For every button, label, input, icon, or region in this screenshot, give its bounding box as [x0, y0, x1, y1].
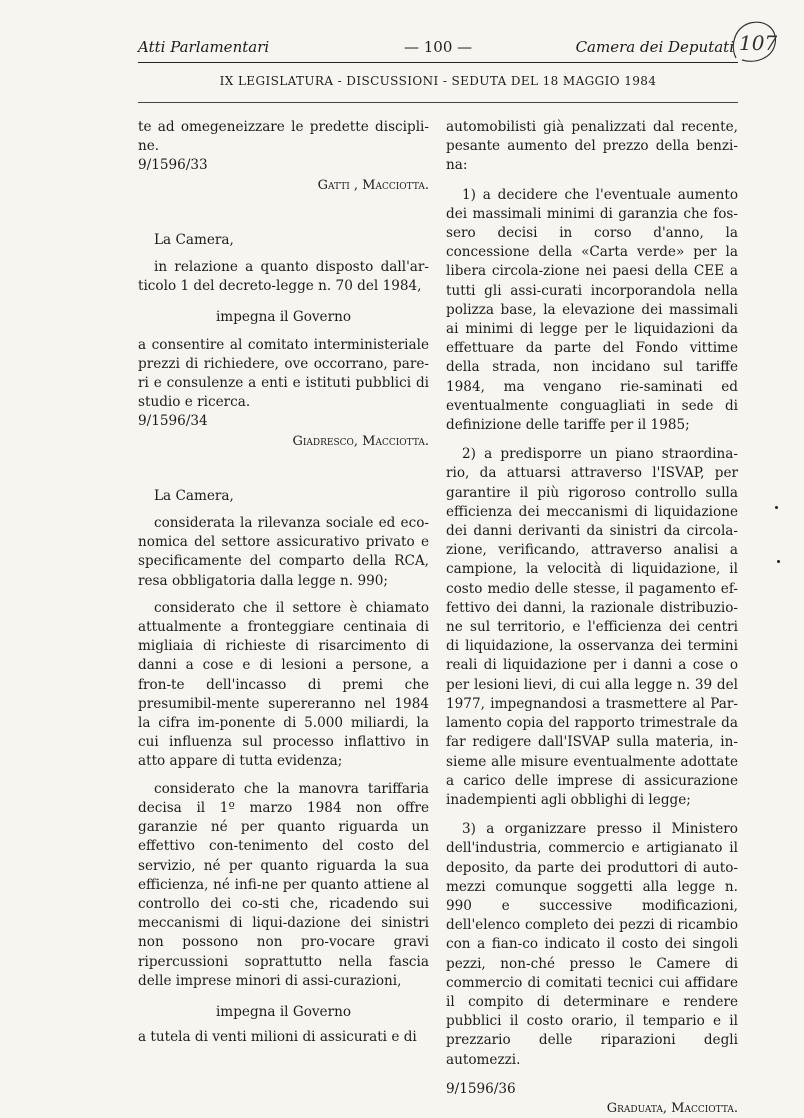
header-chamber: Camera dei Deputati	[575, 38, 734, 56]
subheading-rule	[138, 102, 738, 103]
impegna-heading: impegna il Governo	[215, 309, 352, 326]
list-item: 1) a decidere che l'eventuale aumento dei massimali minimi di garanzia che fos-sero decisi in corso d'anno, la concessione della «Carta verde» per la libera circola-zione nei paesi della CEE a tutti gli assi-curati incorporandola nella polizza base, la elevazione dei massimali ai minimi di legge per le liquidazioni da effettuare da parte del Fondo vittime della strada, non incidano sul tariffe 1984, ma vengano rie-saminati ed eventualmente conguagliati in sede di definizione delle tariffe per il 1985;	[446, 186, 738, 434]
paragraph: considerato che la manovra tariffaria decisa il 1º marzo 1984 non offre garanzie né per quanto riguarda un effettivo con-tenimento del costo del servizio, né per quanto riguarda la sua efficienza, né infi-ne per quanto attiene al controllo dei co-sti che, ricadendo sui meccanismi di liqui-dazione dei sinistri non possono non pro-vocare gravi ripercussioni soprattutto nella fascia delle imprese minori di assi-curazioni,	[138, 780, 429, 989]
signatories: Graduata, Macciotta.	[606, 1100, 738, 1116]
page-header	[138, 34, 738, 56]
header-publication: Atti Parlamentari	[138, 38, 270, 56]
handwritten-page-number	[728, 18, 780, 66]
impegna-heading: impegna il Governo	[215, 1003, 352, 1020]
signatories: Gatti , Macciotta.	[317, 177, 429, 193]
list-item: 3) a organizzare presso il Ministero dell'industria, commercio e artigianato il deposito, da parte dei produttori di auto-mezzi comunque soggetti alla legge n. 990 e successive modificazioni, dell'elenco completo dei pezzi di ricambio con a fian-co indicato il costo dei singoli pezzi, non-ché presso le Camere di commercio di comitati tecnici cui affidare il compito di determinare e rendere pubblici il costo orario, il tempario e il prezzario delle riparazioni degli automezzi.	[446, 821, 738, 1068]
paragraph: automobilisti già penalizzati dal recente, pesante aumento del prezzo della benzi-na:	[446, 119, 738, 174]
paragraph: considerato che il settore è chiamato attualmente a fronteggiare centinaia di migliaia di richieste di risarcimento di danni a cose e di lesioni a persone, a fron-te dell'incasso di premi che presumibil-mente supereranno nel 1984 la cifra im-ponente di 5.000 miliardi, la cui influenza sul processo inflattivo in atto appare di tutta evidenza;	[138, 599, 429, 770]
margin-mark	[777, 560, 780, 563]
motion-number: 9/1596/34	[138, 413, 208, 430]
paragraph: a tutela di venti milioni di assicurati e di	[138, 1029, 417, 1046]
signatories: Giadresco, Macciotta.	[292, 433, 429, 449]
handwritten-number-text: 107	[739, 31, 778, 55]
paragraph: in relazione a quanto disposto dall'ar-ticolo 1 del decreto-legge n. 70 del 1984,	[138, 259, 429, 295]
header-rule	[138, 62, 738, 63]
motion-number: 9/1596/36	[446, 1080, 516, 1097]
paragraph: considerata la rilevanza sociale ed eco-nomica del settore assicurativo privato e specificamente del comparto della RCA, resa obbligatoria dalla legge n. 990;	[138, 515, 429, 589]
margin-mark	[775, 506, 778, 509]
session-subheading: IX LEGISLATURA - DISCUSSIONI - SEDUTA DEL 18 MAGGIO 1984	[219, 74, 657, 88]
motion-number: 9/1596/33	[138, 157, 208, 174]
paragraph: te ad omegeneizzare le predette discipli-ne.	[138, 119, 429, 155]
left-column	[138, 118, 429, 1047]
la-camera-heading: La Camera,	[154, 231, 234, 248]
right-column	[446, 118, 738, 1118]
list-item: 2) a predisporre un piano straordina-rio, da attuarsi attraverso l'ISVAP, per garantire il più rigoroso controllo sulla efficienza dei meccanismi di liquidazione dei danni derivanti da sinistri da circola-zione, verificando, attraverso analisi a campione, la velocità di liquidazione, il costo medio delle stesse, il pagamento ef-fettivo dei danni, la razionale distribuzio-ne sul territorio, e l'efficienza dei centri di liquidazione, la osservanza dei termini reali di liquidazione per i danni a cose o per lesioni lievi, di cui alla legge n. 39 del 1977, impegnandosi a trasmettere al Par-lamento copia del rapporto trimestrale da far redigere dall'ISVAP sulla materia, in-sieme alle misure eventualmente adottate a carico delle imprese di assicurazione inadempienti agli obblighi di legge;	[446, 446, 738, 808]
paragraph: a consentire al comitato interministeriale prezzi di richiedere, ove occorrano, pare-ri e consulenze a enti e istituti pubblici di studio e ricerca.	[138, 336, 429, 411]
page-number: — 100 —	[404, 38, 473, 56]
la-camera-heading: La Camera,	[154, 487, 234, 504]
